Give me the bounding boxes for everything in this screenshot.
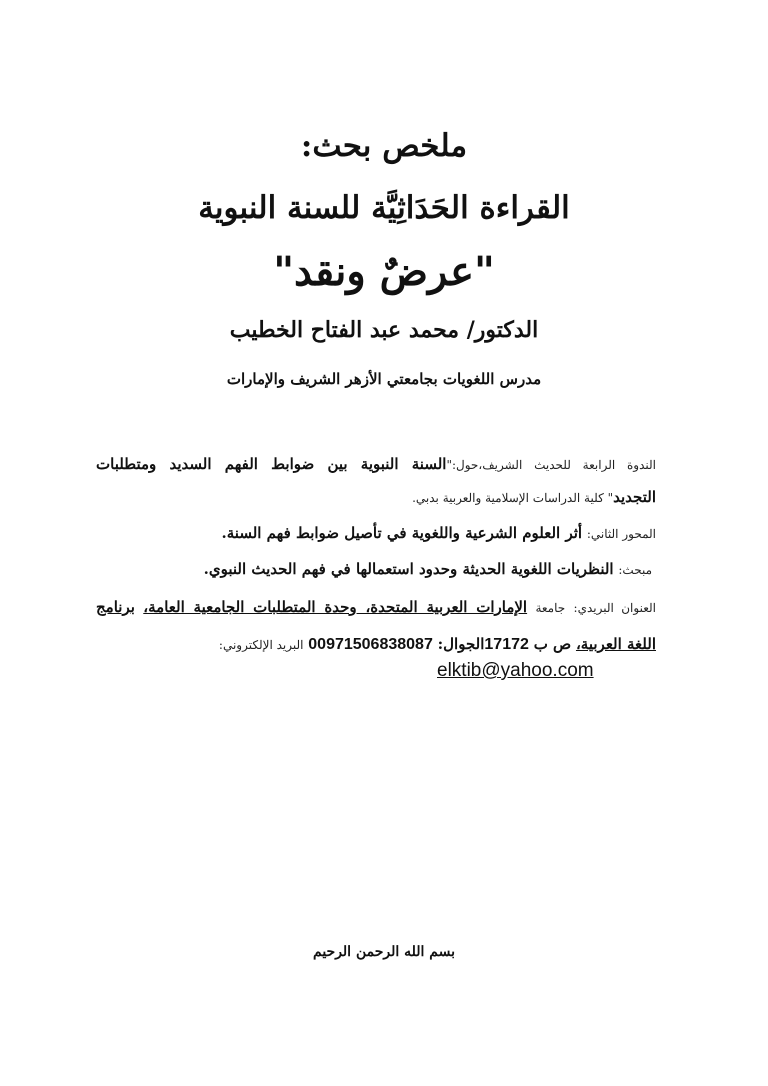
- university-name: الإمارات العربية المتحدة، وحدة المتطلبات الجامعية العامة،: [143, 598, 528, 616]
- seminar-suffix: " كلية الدراسات الإسلامية والعربية بدبي.: [412, 491, 614, 505]
- topic-label: مبحث:: [618, 563, 652, 577]
- seminar-line-1: [96, 448, 656, 481]
- email-link[interactable]: elktib@yahoo.com: [437, 660, 594, 681]
- seminar-line-2: [412, 481, 656, 514]
- research-subtitle: "عرضٌ ونقد": [273, 248, 495, 295]
- address-line-2: [219, 628, 656, 661]
- basmala: بسم الله الرحمن الرحيم: [313, 944, 455, 960]
- university-prefix: جامعة: [535, 601, 566, 615]
- axis-line: [222, 517, 656, 550]
- author-name: الدكتور/ محمد عبد الفتاح الخطيب: [229, 317, 539, 343]
- po-box-label: ص ب: [533, 635, 572, 653]
- author-affiliation: مدرس اللغويات بجامعتي الأزهر الشريف والإمارات: [226, 370, 542, 388]
- mobile-label: الجوال:: [437, 635, 485, 653]
- topic-line: [204, 553, 652, 586]
- address-line-1: [96, 591, 656, 624]
- seminar-title-part2: التجديد: [613, 488, 656, 506]
- seminar-title-part1: السنة النبوية بين ضوابط الفهم السديد ومتطلبات: [96, 455, 447, 473]
- abstract-heading: ملخص بحث:: [300, 128, 468, 164]
- axis-value: أثر العلوم الشرعية واللغوية في تأصيل ضوابط فهم السنة.: [221, 524, 583, 542]
- address-label: العنوان البريدي:: [573, 601, 656, 615]
- topic-value: النظريات اللغوية الحديثة وحدود استعمالها في فهم الحديث النبوي.: [203, 560, 614, 578]
- seminar-prefix: الندوة الرابعة للحديث الشريف،حول:": [446, 458, 656, 472]
- details-block: [96, 0, 656, 1086]
- research-title: القراءة الحَدَاثِيَّة للسنة النبوية: [198, 190, 570, 226]
- program-word: برنامج: [96, 598, 135, 616]
- email-label: البريد الإلكتروني:: [218, 638, 304, 652]
- mobile-number: 00971506838087: [308, 636, 433, 653]
- program-name: اللغة العربية،: [575, 635, 656, 653]
- axis-label: المحور الثاني:: [586, 527, 656, 541]
- po-box-number: 17172: [484, 636, 529, 653]
